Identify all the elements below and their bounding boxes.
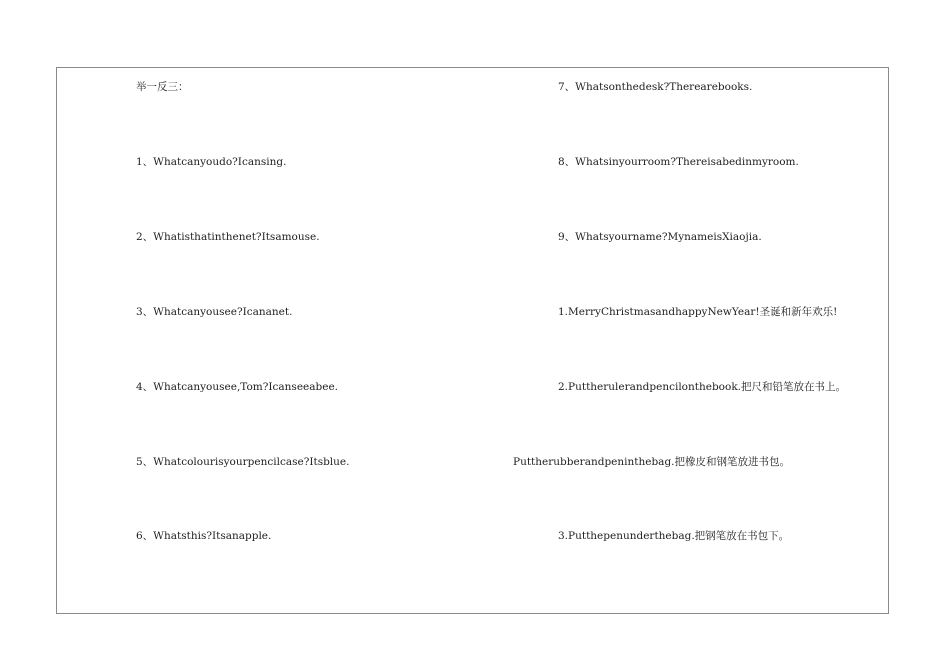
phrase-line-2: 2.Puttherulerandpencilonthebook.把尺和铅笔放在书上。 xyxy=(558,381,847,393)
exercise-line-7: 7、Whatsonthedesk?Therearebooks. xyxy=(558,81,753,93)
exercise-line-6: 6、Whatsthis?Itsanapple. xyxy=(136,530,272,542)
exercise-line-4: 4、Whatcanyousee,Tom?Icanseeabee. xyxy=(136,381,338,393)
exercise-line-8: 8、Whatsinyourroom?Thereisabedinmyroom. xyxy=(558,156,799,168)
exercise-line-2: 2、Whatisthatinthenet?Itsamouse. xyxy=(136,231,320,243)
exercise-line-3: 3、Whatcanyousee?Icananet. xyxy=(136,306,293,318)
exercise-line-5: 5、Whatcolourisyourpencilcase?Itsblue. xyxy=(136,456,350,468)
exercise-line-1: 1、Whatcanyoudo?Icansing. xyxy=(136,156,287,168)
section-heading: 举一反三： xyxy=(136,81,189,93)
exercise-line-9: 9、Whatsyourname?MynameisXiaojia. xyxy=(558,231,762,243)
phrase-line-3: 3.Putthepenunderthebag.把钢笔放在书包下。 xyxy=(558,530,790,542)
phrase-line-2b: Puttherubberandpeninthebag.把橡皮和钢笔放进书包。 xyxy=(513,456,790,468)
phrase-line-1: 1.MerryChristmasandhappyNewYear!圣诞和新年欢乐! xyxy=(558,306,838,318)
